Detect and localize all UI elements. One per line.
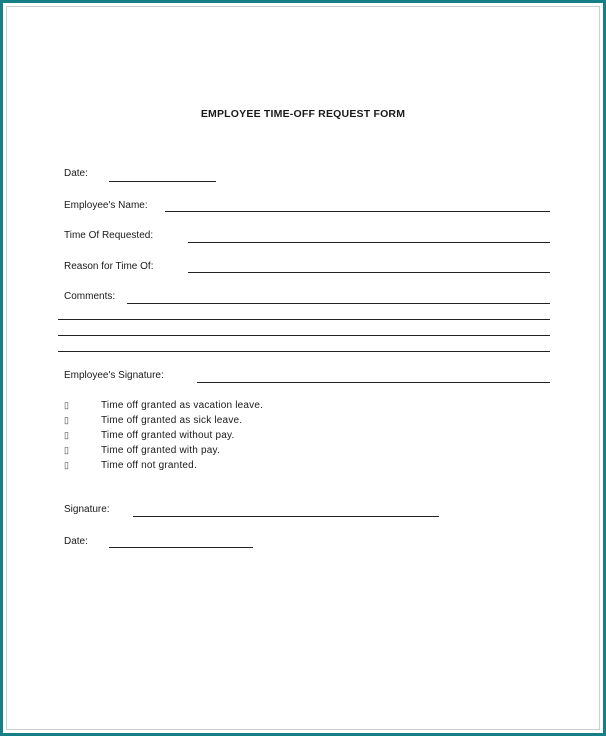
checkbox-icon[interactable]: ▯ — [64, 460, 69, 470]
signature-field[interactable] — [133, 516, 439, 517]
date2-label: Date: — [64, 536, 88, 547]
time-off-requested-field[interactable] — [188, 242, 550, 243]
option-text: Time off granted as sick leave. — [101, 415, 243, 426]
date-label: Date: — [64, 168, 88, 179]
checkbox-icon[interactable]: ▯ — [64, 415, 69, 425]
signature-label: Signature: — [64, 504, 110, 515]
comments-line-4[interactable] — [58, 351, 550, 352]
checkbox-icon[interactable]: ▯ — [64, 400, 69, 410]
option-text: Time off granted without pay. — [101, 430, 235, 441]
option-text: Time off granted as vacation leave. — [101, 400, 264, 411]
reason-label: Reason for Time Of: — [64, 261, 154, 272]
comments-label: Comments: — [64, 291, 116, 302]
form-title: EMPLOYEE TIME-OFF REQUEST FORM — [200, 108, 406, 120]
date2-field[interactable] — [109, 547, 253, 548]
employee-signature-label: Employee's Signature: — [64, 370, 164, 381]
employee-signature-field[interactable] — [197, 382, 550, 383]
comments-field[interactable] — [127, 303, 550, 304]
checkbox-icon[interactable]: ▯ — [64, 430, 69, 440]
time-off-requested-label: Time Of Requested: — [64, 230, 154, 241]
option-text: Time off not granted. — [101, 460, 197, 471]
employee-name-label: Employee's Name: — [64, 200, 148, 211]
checkbox-icon[interactable]: ▯ — [64, 445, 69, 455]
reason-field[interactable] — [188, 272, 550, 273]
date-field[interactable] — [109, 181, 216, 182]
comments-line-3[interactable] — [58, 335, 550, 336]
comments-line-2[interactable] — [58, 319, 550, 320]
employee-name-field[interactable] — [165, 211, 550, 212]
option-text: Time off granted with pay. — [101, 445, 220, 456]
